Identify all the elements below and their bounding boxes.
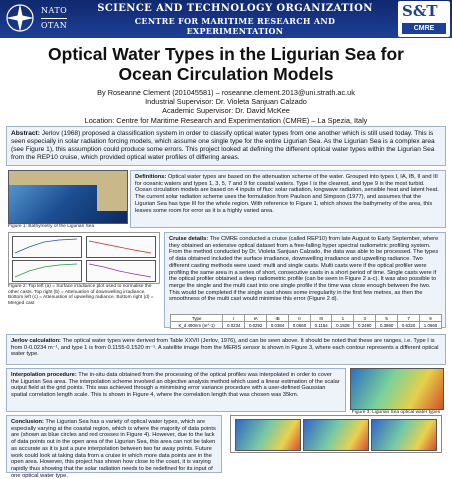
table-cell: 0.0660 <box>289 322 311 329</box>
satellite-map-figure <box>350 368 444 410</box>
st-cmre-logo <box>398 1 450 37</box>
abstract-text: Jerlov (1968) proposed a classification system in order to classify optical water types from one another which is still used today. This is seen especially in solar radiation forcing models, which assume one single type for the entire Ligurian Sea. As the Ligurian Sea is a complex area (see Figure 1), this assumption could produce some errors. This project looked at defining the different optical water types within the Ligurian Sea from the REP10 cruise, which provided optical water profiles of differing areas. <box>11 130 435 161</box>
table-header-cell: II <box>289 315 311 322</box>
abstract-section <box>6 126 446 166</box>
figure-3-caption: Figure 3: Ligurian Sea optical water types <box>351 410 441 415</box>
table-cell: 0.1154 <box>310 322 331 329</box>
otan-label: OTAN <box>41 21 68 30</box>
table-header-cell: I <box>223 315 245 322</box>
title-line-2: Ocean Circulation Models <box>118 64 334 84</box>
interpolated-map-1 <box>235 419 301 451</box>
table-cell: 0.3860 <box>376 322 398 329</box>
definitions-heading: Definitions: <box>135 174 167 180</box>
cruise-heading: Cruise details: <box>169 236 209 242</box>
table-header-row <box>171 315 442 322</box>
profile-plots-figure <box>8 232 160 284</box>
conclusion-heading: Conclusion: <box>11 419 44 425</box>
definitions-section <box>130 170 446 228</box>
author-line: By Roseanne Clement (201045581) – roseanne.clement.2013@uni.strath.ac.uk <box>97 88 355 97</box>
header-banner <box>0 0 452 38</box>
author-block <box>0 88 452 125</box>
interpolated-map-2 <box>303 419 369 451</box>
academic-supervisor: Academic Supervisor: Dr. David McKee <box>162 106 290 116</box>
interpolated-map-3 <box>371 419 437 451</box>
table-cell: 0.0384 <box>267 322 289 329</box>
st-logo-text: S&T <box>402 2 438 20</box>
table-header-cell: 3 <box>354 315 376 322</box>
abstract-heading: Abstract: <box>11 130 40 137</box>
table-header-cell: 9 <box>420 315 442 322</box>
interpolated-map-figure <box>230 415 442 453</box>
industrial-supervisor: Industrial Supervisor: Dr. Violeta Sanjuan Calzado <box>145 97 307 107</box>
nato-label: NATO <box>41 4 67 19</box>
location-line: Location: Centre for Maritime Research and Experimentation (CMRE) – La Spezia, Italy <box>84 115 368 125</box>
jerlov-calculation-section <box>6 334 446 365</box>
figure-1-caption: Figure 1: Bathymetry of the Ligurian Sea <box>8 224 95 229</box>
jerlov-heading: Jerlov calculation: <box>11 338 61 344</box>
table-header-cell: IA <box>245 315 267 322</box>
conclusion-section <box>6 415 222 479</box>
conclusion-text: The Ligurian Sea has a variety of optical water types, which are especially varying at the coastal region, which is where the majority of data points are (shown as blue circles and red crosses in Figure 4). However, due to the lack of data points out in the open area of the Ligurian Sea, this area can not be taken as accurate as it is just a pure interpolation between two far away points. Future work could look at taking data from a cruise in which more data points are in the open area. However, this project has shown how close to the coast, it is varying rapidly thus showing that the solar radiation needs to be redefined for its input of one optical water type. <box>11 419 216 479</box>
nato-star-icon <box>5 3 35 33</box>
table-cell: 0.0292 <box>245 322 267 329</box>
figure-2-caption: Figure 2: Top left (a) = Surface irradiance plot used to normalise the other casts. Top right (b) = Attenuation of downwelling irradiance. Bottom left (c) = Attenuation of upwelling radiance. Bottom right (d) = Merged cast <box>8 284 154 306</box>
organization-line1: SCIENCE AND TECHNOLOGY ORGANIZATION <box>97 3 373 14</box>
bathymetry-figure <box>8 170 128 224</box>
table-header-cell: Type <box>171 315 223 322</box>
water-type-table <box>170 314 442 329</box>
table-header-cell: IB <box>267 315 289 322</box>
table-header-cell: 7 <box>398 315 420 322</box>
interpolation-heading: Interpolation procedure: <box>11 372 77 378</box>
table-cell: 0.6320 <box>398 322 420 329</box>
table-cell: 1.0660 <box>420 322 442 329</box>
table-cell: 0.0234 <box>223 322 245 329</box>
cmre-logo-text: CMRE <box>402 23 446 34</box>
table-cell: 0.2490 <box>354 322 376 329</box>
plot-curves <box>9 233 159 283</box>
table-row-label: K_d 490nm (m^-1) <box>171 322 223 329</box>
table-cell: 0.1528 <box>332 322 354 329</box>
organization-line2: CENTRE FOR MARITIME RESEARCH AND EXPERIMENTATION <box>134 16 336 36</box>
title-line-1: Optical Water Types in the Ligurian Sea for <box>48 44 404 64</box>
jerlov-text: The optical water types were derived from Table XXVII (Jerlov, 1976), and can be seen above. It should be noted that these are ranges, i.e. Type I is from 0-0.0234 m⁻¹, and type 1 is from 0.1155-0.1520 m⁻¹. A satellite image from the MERIS sensor is shown in Figure 3, where each contour represents a different optical water type. <box>11 338 439 358</box>
organization-title <box>90 3 380 36</box>
definitions-text: Optical water types are based on the attenuation scheme of the water. Grouped into types I, IA, IB, II and III for oceanic waters and types 1, 3, 5, 7 and 9 for coastal waters. Type I is the clearest, and type 9 is the most turbid. Ocean circulation models are based on 4 inputs of flux: solar radiation, longwave radiation, sensible heat and latent heat. The current solar radiation scheme uses the formulation from Paulson and Simpson (1977), and assumes that the Ligurian Sea has type III for the whole region. With reference to Figure 1, which shows the bathymetry of the area, this leaves some room for error as it is a highly varied area. <box>135 174 439 214</box>
table-header-cell: III <box>310 315 331 322</box>
interpolation-section <box>6 368 346 412</box>
table-row <box>171 322 442 329</box>
table-header-cell: 1 <box>332 315 354 322</box>
cruise-text: The CMRE conducted a cruise (called REP10) from late August to Early September, where they obtained an extensive optical dataset from a free-falling hyper spectral radiometric profiling system. From the method conducted by Dr. Violeta Sanjuan Calzado, the data was able to be processed. The types of data obtained included the surface irradiance, downwelling irradiance and upwelling radiance. Two different casting methods were used: multi and single casts. Multi casts were if the optical profiler were profiling the same area in a series of short, consecutive casts in a short period of time. Single casts were if the optical profiler obtained a deep radiometric profile (can be seen in Figure 2 a-c). It was also possible to merge the single and the multi cast into one single profile if the time was close enough between the two. This would be completed if the single cast shows some irregularity in the first few metres, as then the smoothness of the multi cast would minimise this error (Figure 2 d). <box>169 236 439 303</box>
interpolation-text: The in-situ data obtained from the processing of the optical profiles was interpolated in order to cover the Ligurian Sea area. The interpolation scheme involved an objective analysis method which used a linear estimation of the scalar output field at the grid points. This was achieved through a minimising error variance procedure with a user-defined Gaussian spatial correlation length scale. This is shown in Figure 4, where the correlation length that was chosen was 35km. <box>11 372 340 399</box>
poster-title <box>0 44 452 84</box>
table-header-cell: 5 <box>376 315 398 322</box>
nato-logo <box>3 2 89 34</box>
